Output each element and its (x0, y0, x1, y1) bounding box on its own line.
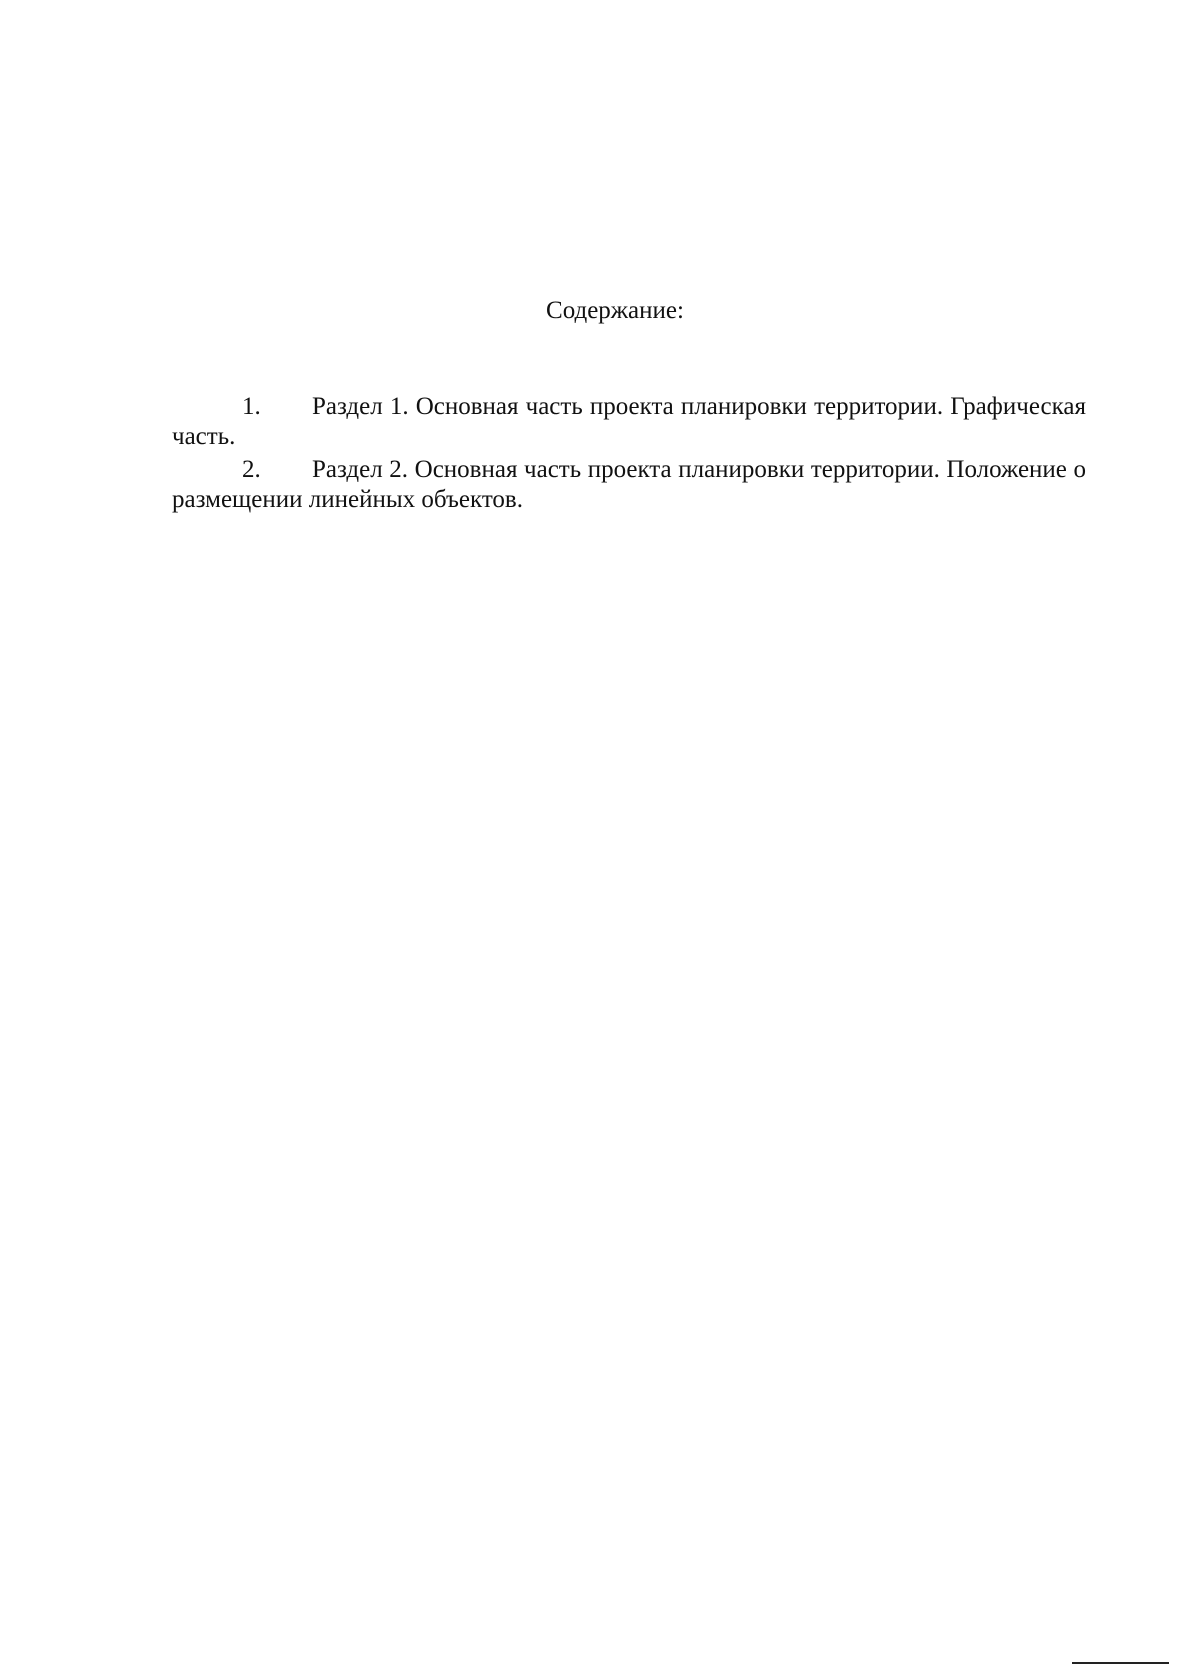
footer-rule (1072, 1662, 1169, 1664)
toc-item-number: 1. (242, 393, 261, 420)
toc-item-1 (172, 392, 1086, 452)
contents-heading: Содержание: (546, 297, 684, 324)
toc-item-text: Раздел 2. Основная часть проекта планировки территории. Положение о размещении линейных объектов. (172, 456, 1086, 513)
toc-item-2 (172, 455, 1086, 515)
toc-item-text: Раздел 1. Основная часть проекта планировки территории. Графическая часть. (172, 393, 1086, 450)
table-of-contents (172, 392, 1086, 518)
toc-item-number: 2. (242, 456, 261, 483)
